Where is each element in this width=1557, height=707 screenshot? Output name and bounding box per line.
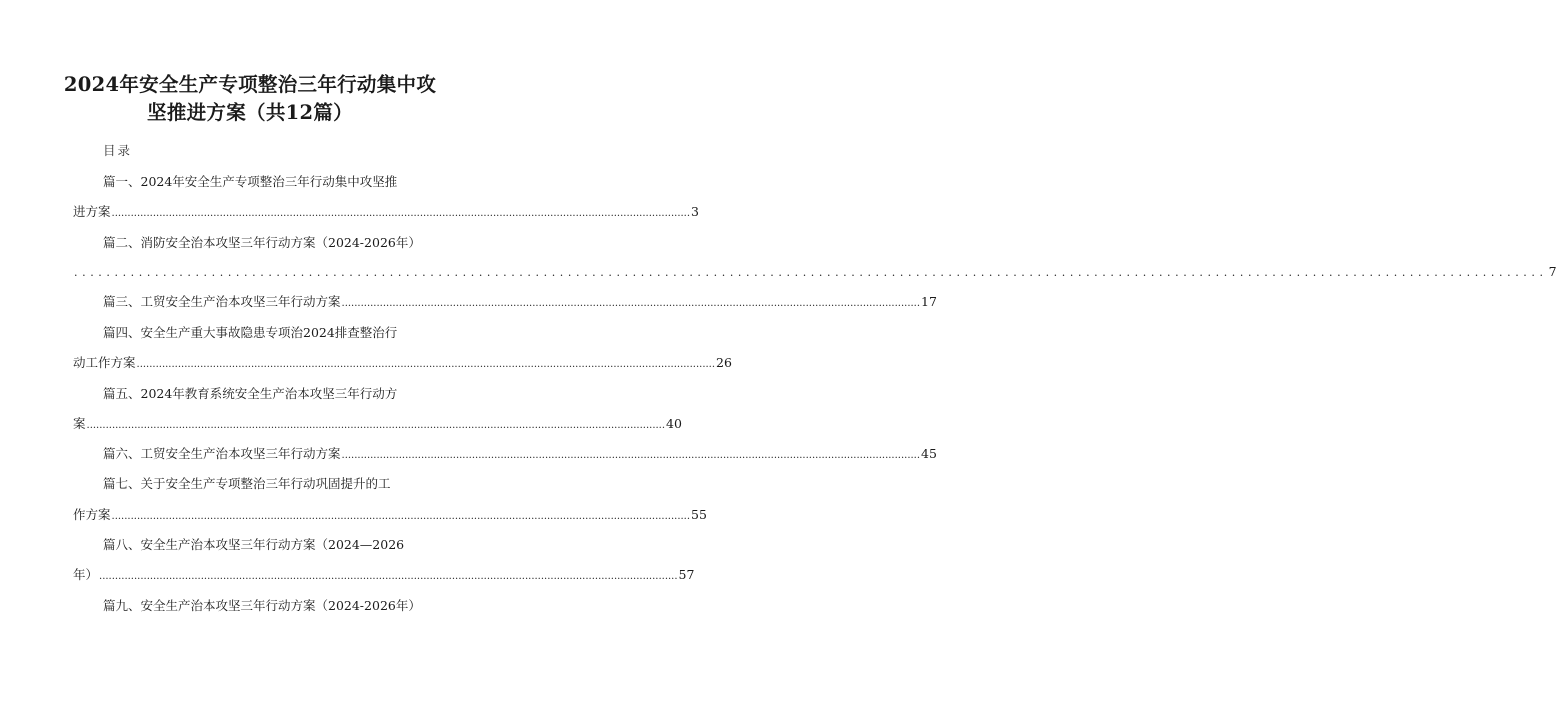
toc-leader-dots: ...................................................................................................................................................................................... xyxy=(111,511,691,522)
toc-entry-text: 进方案 xyxy=(73,204,111,219)
toc-page-number: 3 xyxy=(691,204,699,219)
toc-entry-2-continuation[interactable] xyxy=(73,262,1557,282)
toc-leader-dots: ...................................................................................................................................................................................... xyxy=(111,208,691,219)
toc-entry-8-title[interactable]: 篇八、安全生产治本攻坚三年行动方案（2024—2026 xyxy=(103,537,405,552)
toc-entry-text: 作方案 xyxy=(73,507,111,522)
toc-entry-6[interactable] xyxy=(73,444,937,464)
toc-heading: 目录 xyxy=(103,143,133,158)
toc-page-number: 7 xyxy=(1548,264,1557,279)
toc-entry-1-continuation[interactable] xyxy=(73,202,699,222)
toc-leader-dots: ...................................................................................................................................................................................... xyxy=(341,450,921,461)
toc-entry-text: 篇三、工贸安全生产治本攻坚三年行动方案 xyxy=(103,294,341,309)
toc-entry-text: 篇六、工贸安全生产治本攻坚三年行动方案 xyxy=(103,446,341,461)
toc-entry-9-title[interactable]: 篇九、安全生产治本攻坚三年行动方案（2024-2026年） xyxy=(103,598,421,613)
toc-entry-7-continuation[interactable] xyxy=(73,505,707,525)
toc-leader-dots: ...................................................................................................................................................................................... xyxy=(74,266,1548,279)
toc-page-number: 26 xyxy=(716,355,732,370)
toc-leader-dots: ...................................................................................................................................................................................... xyxy=(136,359,716,370)
toc-leader-dots: ...................................................................................................................................................................................... xyxy=(86,420,666,431)
toc-page-number: 55 xyxy=(691,507,707,522)
toc-entry-5-title[interactable]: 篇五、2024年教育系统安全生产治本攻坚三年行动方 xyxy=(103,386,398,401)
toc-page-number: 17 xyxy=(921,294,937,309)
toc-entry-text: 动工作方案 xyxy=(73,355,136,370)
toc-page-number: 40 xyxy=(666,416,682,431)
toc-entry-4-continuation[interactable] xyxy=(73,353,732,373)
document-title-line-2: 坚推进方案（共12篇） xyxy=(147,101,353,124)
toc-entry-4-title[interactable]: 篇四、安全生产重大事故隐患专项治2024排查整治行 xyxy=(103,325,398,340)
toc-page-number: 57 xyxy=(678,567,695,582)
toc-entry-1-title[interactable]: 篇一、2024年安全生产专项整治三年行动集中攻坚推 xyxy=(103,174,398,189)
toc-entry-text: 案 xyxy=(73,416,86,431)
toc-entry-5-continuation[interactable] xyxy=(73,414,682,434)
toc-entry-text: 年） xyxy=(73,567,99,582)
toc-leader-dots: ...................................................................................................................................................................................... xyxy=(341,298,921,309)
toc-entry-2-title[interactable]: 篇二、消防安全治本攻坚三年行动方案（2024-2026年） xyxy=(103,235,421,250)
toc-entry-3[interactable] xyxy=(73,292,937,312)
toc-page-number: 45 xyxy=(921,446,937,461)
toc-leader-dots: ...................................................................................................................................................................................... xyxy=(99,571,678,582)
document-title-line-1: 2024年安全生产专项整治三年行动集中攻 xyxy=(63,73,437,96)
toc-entry-7-title[interactable]: 篇七、关于安全生产专项整治三年行动巩固提升的工 xyxy=(103,476,391,491)
toc-entry-8-continuation[interactable] xyxy=(73,565,695,585)
